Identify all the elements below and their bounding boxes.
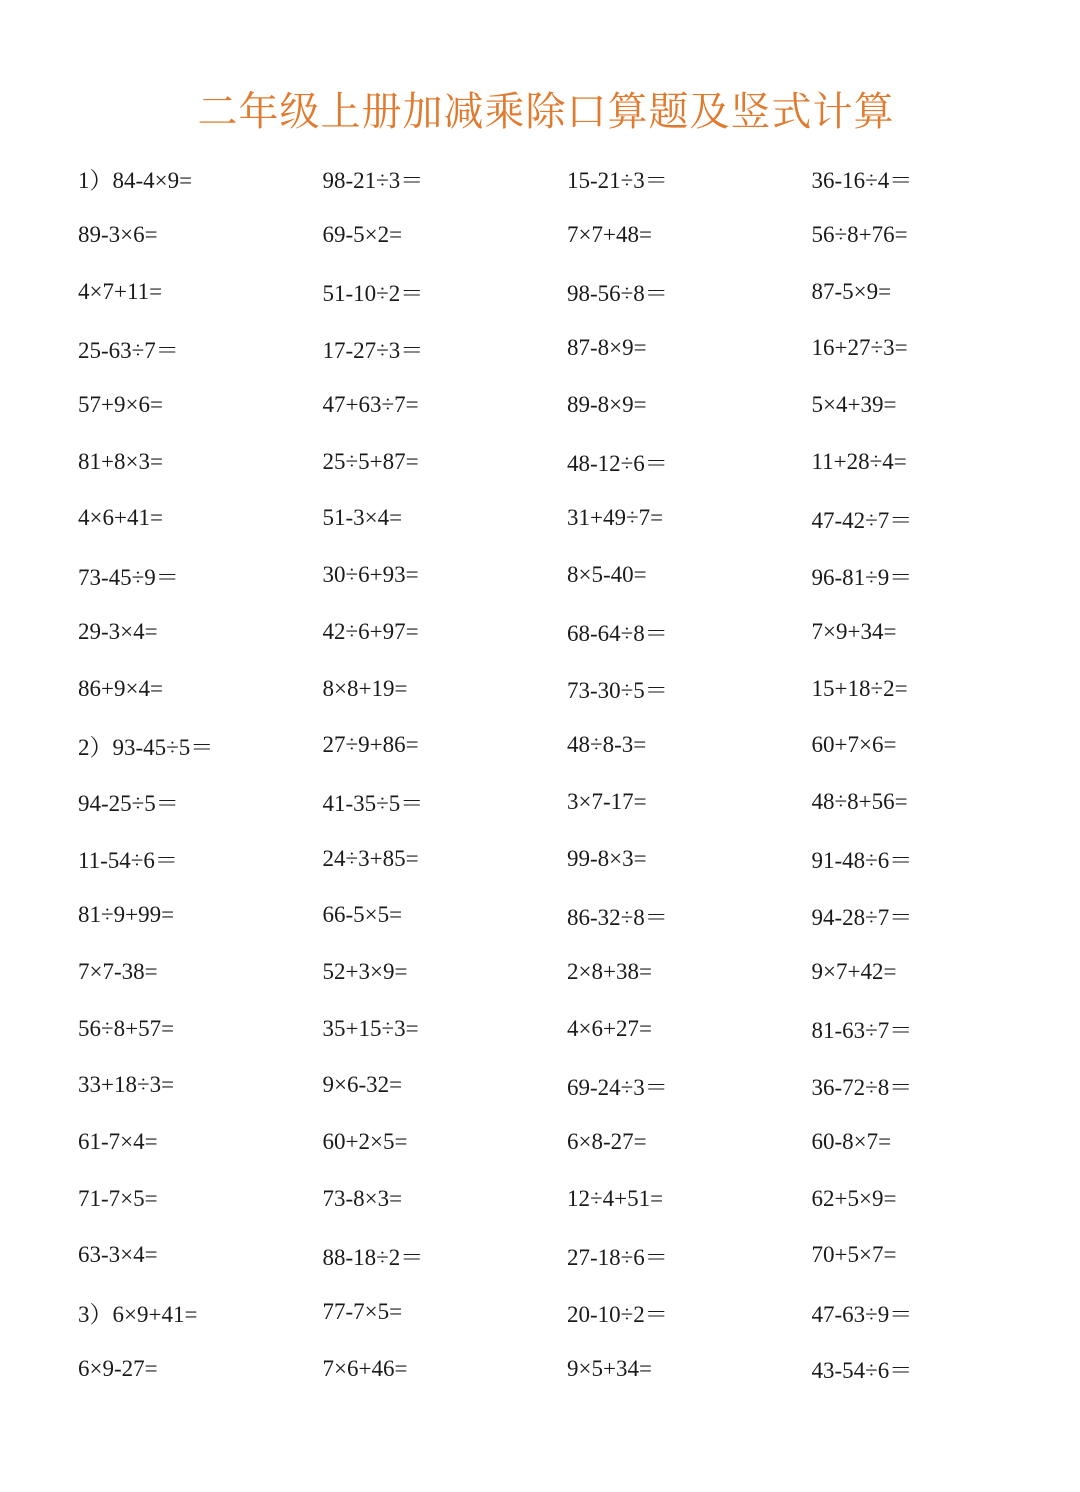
math-problem: 73-30÷5＝	[567, 678, 668, 704]
math-problem: 89-8×9=	[567, 392, 647, 418]
problem-row	[78, 887, 1058, 944]
math-problem: 42÷6+97=	[322, 618, 419, 644]
math-problem: 36-16÷4＝	[811, 167, 913, 193]
math-problem: 16+27÷3=	[811, 335, 908, 361]
math-problem: 9×7+42=	[811, 958, 897, 984]
math-problem: 94-25÷5＝	[78, 791, 179, 817]
worksheet-title: 二年级上册加减乘除口算题及竖式计算	[197, 89, 895, 135]
problem-row	[78, 944, 1058, 1001]
problem-row	[78, 774, 1058, 831]
math-problem: 31+49÷7=	[567, 505, 664, 531]
math-problem: 25÷5+87=	[322, 448, 419, 474]
math-problem: 43-54÷6＝	[811, 1358, 913, 1384]
math-problem: 7×6+46=	[322, 1355, 408, 1381]
math-problem: 71-7×5=	[78, 1185, 158, 1211]
math-problem: 98-21÷3＝	[322, 167, 424, 193]
math-problem: 2×8+38=	[567, 958, 652, 984]
math-problem: 8×8+19=	[322, 675, 408, 701]
math-problem: 4×6+41=	[78, 505, 163, 531]
math-problem: 17-27÷3＝	[322, 337, 424, 363]
problem-row	[78, 490, 1058, 547]
problem-row	[78, 1340, 1058, 1397]
math-problem: 4×6+27=	[567, 1015, 652, 1041]
math-problem: 24÷3+85=	[322, 845, 419, 871]
math-problem: 29-3×4=	[78, 618, 158, 644]
math-problem: 96-81÷9＝	[811, 564, 913, 590]
math-problem: 7×9+34=	[811, 618, 897, 644]
math-problem: 47-42÷7＝	[811, 507, 913, 533]
math-problem: 98-56÷8＝	[567, 281, 668, 307]
math-problem: 57+9×6=	[78, 392, 163, 418]
math-problem: 56÷8+76=	[811, 222, 908, 248]
math-problem: 99-8×3=	[567, 845, 647, 871]
math-problem: 69-5×2=	[322, 222, 403, 248]
problem-row	[78, 377, 1058, 434]
math-problem: 6×9-27=	[78, 1355, 158, 1381]
math-problem: 15-21÷3＝	[567, 167, 668, 193]
math-problem: 20-10÷2＝	[567, 1301, 668, 1327]
math-problem: 62+5×9=	[811, 1185, 897, 1211]
math-problem: 86-32÷8＝	[567, 904, 668, 930]
math-problem: 3）6×9+41=	[78, 1301, 198, 1327]
math-problem: 48÷8-3=	[567, 732, 647, 758]
math-problem: 27-18÷6＝	[567, 1244, 668, 1270]
math-problem: 70+5×7=	[811, 1242, 897, 1268]
math-problem: 66-5×5=	[322, 902, 403, 928]
math-problem: 56÷8+57=	[78, 1015, 175, 1041]
math-problem: 9×5+34=	[567, 1355, 652, 1381]
math-problem: 52+3×9=	[322, 958, 408, 984]
math-problem: 48÷8+56=	[811, 788, 908, 814]
math-problem: 27÷9+86=	[322, 732, 419, 758]
math-problem: 11+28÷4=	[811, 448, 907, 474]
math-problem: 48-12÷6＝	[567, 451, 668, 477]
math-problem: 7×7-38=	[78, 958, 158, 984]
math-problem: 51-10÷2＝	[322, 281, 424, 307]
math-problem: 36-72÷8＝	[811, 1074, 913, 1100]
problem-row	[78, 320, 1058, 377]
math-problem: 81-63÷7＝	[811, 1018, 913, 1044]
problem-row	[78, 717, 1058, 774]
math-problem: 47-63÷9＝	[811, 1301, 913, 1327]
math-problem: 1）84-4×9=	[78, 167, 193, 193]
math-problem: 60+7×6=	[811, 732, 897, 758]
math-problem: 81÷9+99=	[78, 902, 175, 928]
problem-row	[78, 1284, 1058, 1341]
math-problem: 9×6-32=	[322, 1072, 403, 1098]
math-problem: 73-45÷9＝	[78, 564, 179, 590]
problem-row	[78, 263, 1058, 320]
math-problem: 60+2×5=	[322, 1129, 408, 1155]
math-problem: 87-8×9=	[567, 335, 647, 361]
math-problem: 89-3×6=	[78, 222, 158, 248]
math-problem: 12÷4+51=	[567, 1185, 664, 1211]
math-problem: 94-28÷7＝	[811, 904, 913, 930]
math-problem: 33+18÷3=	[78, 1072, 175, 1098]
math-problem: 61-7×4=	[78, 1129, 158, 1155]
math-problem: 3×7-17=	[567, 788, 647, 814]
problem-grid	[78, 150, 1058, 1397]
math-problem: 91-48÷6＝	[811, 848, 913, 874]
math-problem: 6×8-27=	[567, 1129, 647, 1155]
math-problem: 35+15÷3=	[322, 1015, 419, 1041]
math-problem: 30÷6+93=	[322, 562, 419, 588]
math-problem: 51-3×4=	[322, 505, 403, 531]
math-problem: 47+63÷7=	[322, 392, 419, 418]
math-problem: 2）93-45÷5＝	[78, 734, 214, 760]
math-problem: 41-35÷5＝	[322, 791, 424, 817]
problem-row	[78, 830, 1058, 887]
problem-row	[78, 1000, 1058, 1057]
problem-row	[78, 547, 1058, 604]
math-problem: 8×5-40=	[567, 562, 647, 588]
math-problem: 87-5×9=	[811, 278, 892, 304]
problem-row	[78, 1227, 1058, 1284]
math-problem: 63-3×4=	[78, 1242, 158, 1268]
problem-row	[78, 1170, 1058, 1227]
math-problem: 25-63÷7＝	[78, 337, 179, 363]
problem-row	[78, 604, 1058, 661]
math-problem: 60-8×7=	[811, 1129, 892, 1155]
problem-row	[78, 1057, 1058, 1114]
math-problem: 68-64÷8＝	[567, 621, 668, 647]
math-problem: 7×7+48=	[567, 222, 652, 248]
math-problem: 86+9×4=	[78, 675, 163, 701]
problem-row	[78, 207, 1058, 264]
math-problem: 73-8×3=	[322, 1185, 403, 1211]
math-problem: 81+8×3=	[78, 448, 163, 474]
math-problem: 77-7×5=	[322, 1299, 403, 1325]
math-problem: 11-54÷6＝	[78, 848, 178, 874]
math-problem: 15+18÷2=	[811, 675, 908, 701]
math-problem: 4×7+11=	[78, 278, 163, 304]
problem-row	[78, 1114, 1058, 1171]
math-problem: 5×4+39=	[811, 392, 897, 418]
problem-row	[78, 433, 1058, 490]
problem-row	[78, 660, 1058, 717]
problem-row	[78, 150, 1058, 207]
math-problem: 69-24÷3＝	[567, 1074, 668, 1100]
math-problem: 88-18÷2＝	[322, 1244, 424, 1270]
